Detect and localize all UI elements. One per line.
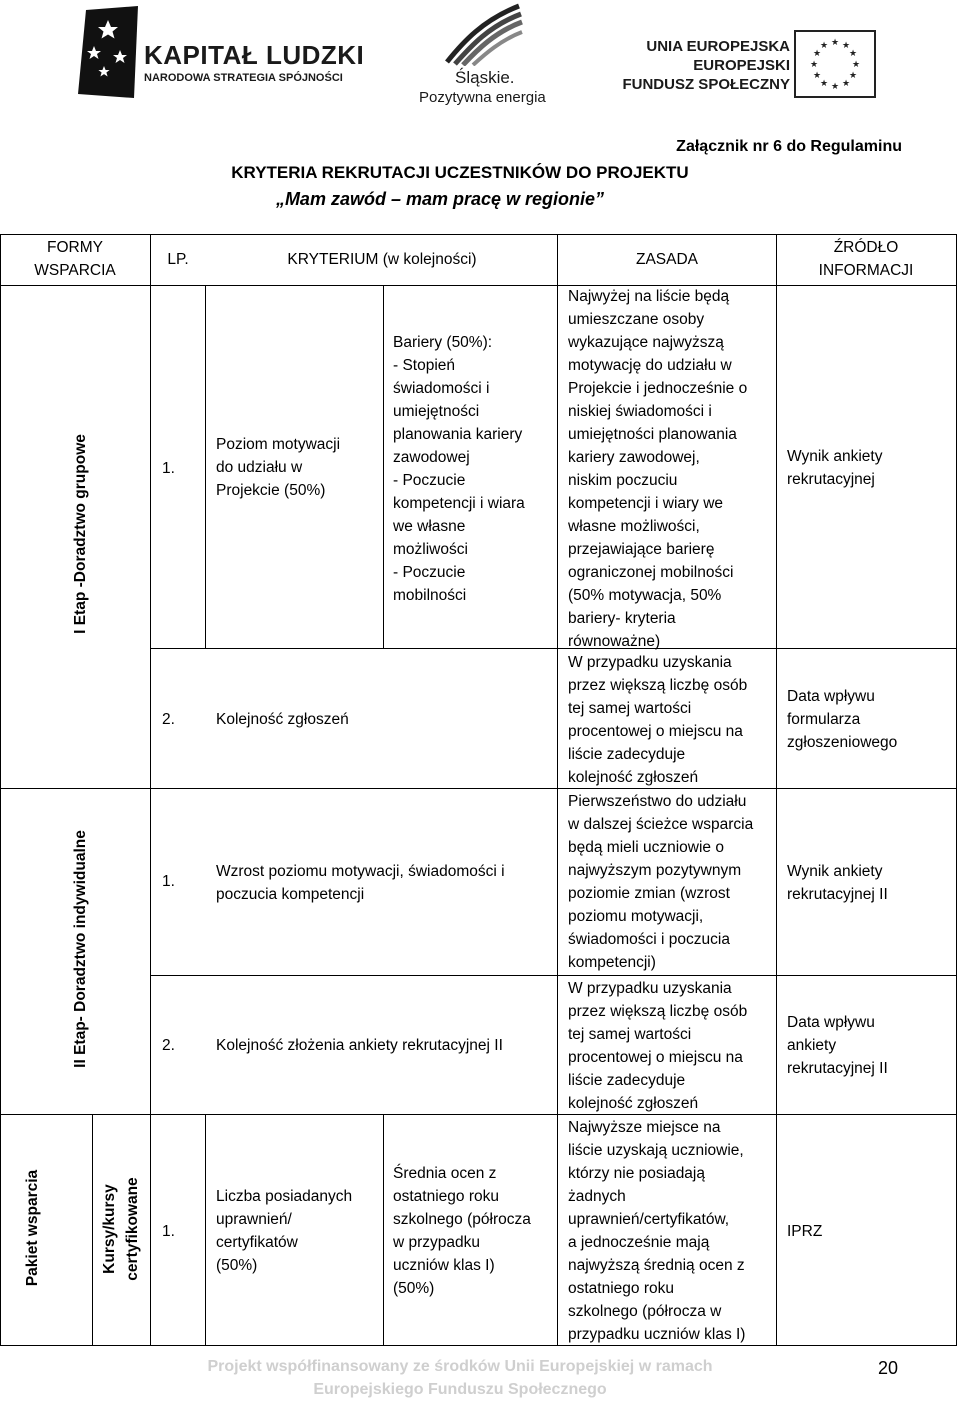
row-3-lp: 1. [162,873,175,890]
grid-line [150,648,957,649]
row-4-lp: 2. [162,1037,175,1054]
page-number: 20 [878,1358,899,1378]
row-2-zasada: W przypadku uzyskania przez większą liczbę osób tej samej wartości procentowej o miejscu na liście zadecyduje kolejność zgłoszeń [568,654,748,786]
row-2-kryterium: Kolejność zgłoszeń [216,711,349,728]
footer-line-2: Europejskiego Funduszu Społecznego [313,1381,607,1398]
svg-text:★: ★ [819,79,829,89]
header-zasada: ZASADA [635,251,698,268]
grid-line [92,1114,93,1346]
row-5-srednia: Średnia ocen z ostatniego roku szkolnego (półrocza w przypadku uczniów klas I) (50%) [393,1165,531,1297]
grid-line [205,1114,206,1346]
header-lp: LP. [167,251,189,268]
svg-text:★: ★ [848,71,858,81]
grid-line [776,234,777,1346]
grid-line [956,234,957,1346]
row-5-zasada: Najwyższe miejsce na liście uzyskają uczniowie, którzy nie posiadają żadnych uprawnień/certyfikatów, a jednocześnie mają najwyższą średnią ocen z ostatniego roku szkolnego (półrocza w przypadku uczniów klas I) [568,1119,746,1343]
header-zrodlo-informacji: ŹRÓDŁO INFORMACJI [818,239,914,279]
row-5-lp: 1. [162,1223,175,1240]
svg-text:★: ★ [809,60,819,70]
document-title: KRYTERIA REKRUTACJI UCZESTNIKÓW DO PROJEKTU [231,163,689,182]
annex-label: Załącznik nr 6 do Regulaminu [676,138,902,155]
grid-line [0,788,957,789]
eu-line-2: EUROPEJSKI [693,57,790,74]
eu-line-1: UNIA EUROPEJSKA [646,38,790,55]
row-1-kryterium: Poziom motywacji do udziału w Projekcie (50%) [216,436,341,499]
group-label-etap-1: I Etap -Doradztwo grupowe [72,434,89,634]
project-name: „Mam zawód – mam pracę w regionie” [275,189,605,209]
row-3-kryterium: Wzrost poziomu motywacji, świadomości i poczucia kompetencji [216,863,505,903]
row-4-zrodlo: Data wpływu ankiety rekrutacyjnej II [787,1014,888,1077]
grid-line [205,285,206,649]
row-3-zrodlo: Wynik ankiety rekrutacyjnej II [787,863,888,903]
grid-line [383,285,384,649]
row-5-zrodlo: IPRZ [787,1223,823,1240]
row-3-zasada: Pierwszeństwo do udziału w dalszej ścieżce wsparcia będą mieli uczniowie o najwyższym pozytywnym poziomie zmian (wzrost poziomu motywacji, świadomości i poczucia kompetencji) [568,793,754,971]
row-2-lp: 2. [162,711,175,728]
row-1-bariery: Bariery (50%): - Stopień świadomości i umiejętności planowania kariery zawodowej - Poczucie kompetencji i wiara we własne możliwości - Poczucie mobilności [393,334,525,604]
svg-text:★: ★ [851,60,861,70]
grid-line [0,1114,957,1115]
kapital-ludzki-title: KAPITAŁ LUDZKI [144,40,365,70]
grid-line [0,234,1,1346]
grid-line [150,975,957,976]
row-1-lp: 1. [162,460,175,477]
slaskie-subtitle: Pozytywna energia [419,89,546,106]
svg-text:★: ★ [841,79,851,89]
header-kryterium: KRYTERIUM (w kolejności) [287,251,477,268]
footer-line-1: Projekt współfinansowany ze środków Unii Europejskiej w ramach [207,1358,713,1375]
group-label-pakiet-wsparcia: Pakiet wsparcia [24,1169,41,1287]
grid-line [557,234,558,1346]
svg-text:★: ★ [812,49,822,59]
row-4-zasada: W przypadku uzyskania przez większą liczbę osób tej samej wartości procentowej o miejscu na liście zadecyduje kolejność zgłoszeń [568,980,748,1112]
grid-line [0,1345,957,1346]
svg-text:★: ★ [830,82,840,92]
row-2-zrodlo: Data wpływu formularza zgłoszeniowego [787,688,898,751]
grid-line [150,234,151,1346]
grid-line [0,285,957,286]
row-4-kryterium: Kolejność złożenia ankiety rekrutacyjnej II [216,1037,503,1054]
grid-line [383,1114,384,1346]
eu-line-3: FUNDUSZ SPOŁECZNY [622,76,790,93]
row-5-kryterium: Liczba posiadanych uprawnień/ certyfikatów (50%) [216,1188,353,1274]
row-1-zasada: Najwyżej na liście będą umieszczane osoby wykazujące najwyższą motywację do udziału w Projekcie i jednocześnie o niskiej świadomości i umiejętności planowania kariery zawodowej, niskim poczuciu kompetencji i wiary we własne możliwości, przejawiające barierę ograniczonej mobilności (50% motywacja, 50% bariery- kryteria równoważne) [568,288,748,650]
group-label-etap-2: II Etap- Doradztwo indywidualne [72,830,89,1068]
kapital-ludzki-subtitle: NARODOWA STRATEGIA SPÓJNOŚCI [144,72,343,84]
grid-line [0,234,957,235]
row-1-zrodlo: Wynik ankiety rekrutacyjnej [787,448,883,488]
svg-text:★: ★ [819,41,829,51]
svg-text:★: ★ [830,38,840,48]
header-formy-wsparcia: FORMY WSPARCIA [34,239,116,279]
svg-text:★: ★ [848,49,858,59]
svg-text:★: ★ [841,41,851,51]
slaskie-title: Śląskie. [455,68,515,87]
svg-text:★: ★ [812,71,822,81]
group-label-kursy-certyfikowane: Kursy/kursy certyfikowane [101,1177,141,1281]
